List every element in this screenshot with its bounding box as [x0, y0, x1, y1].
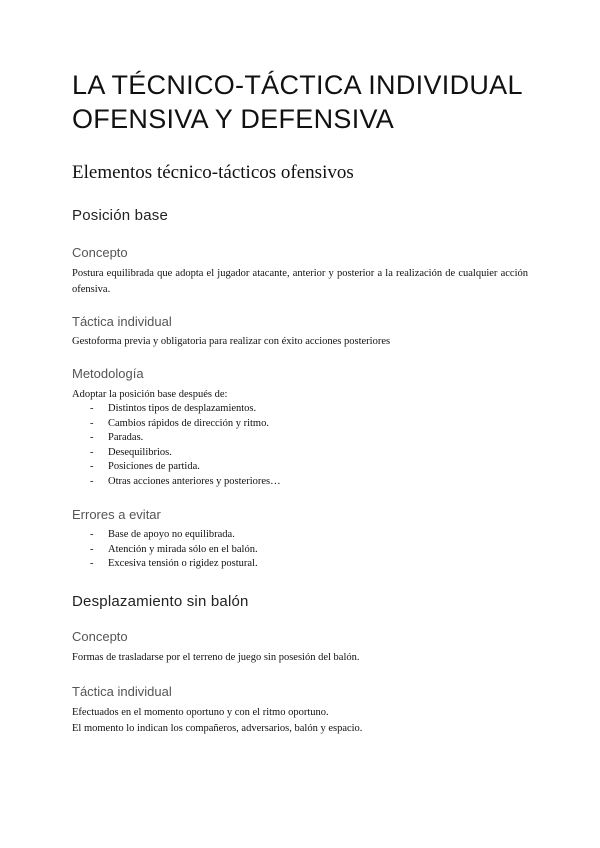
tactica-text-2 [72, 705, 528, 736]
list-item: - Excesiva tensión o rigidez postural. [72, 557, 258, 572]
tactica-line-1: Efectuados en el momento oportuno y con el ritmo oportuno. [72, 707, 329, 718]
subheading-tactica-individual-2: Táctica individual [72, 684, 172, 699]
tactica-text: Gestoforma previa y obligatoria para realizar con éxito acciones posteriores [72, 336, 391, 347]
tactica-line-2: El momento lo indican los compañeros, adversarios, balón y espacio. [72, 722, 363, 734]
subheading-errores-a-evitar: Errores a evitar [72, 507, 161, 522]
metodologia-intro: Adoptar la posición base después de: [72, 389, 228, 400]
section-heading: Elementos técnico-tácticos ofensivos [72, 162, 354, 183]
subheading-concepto: Concepto [72, 245, 128, 260]
list-item: - Atención y mirada sólo en el balón. [72, 543, 258, 558]
concepto-text-2: Formas de trasladarse por el terreno de juego sin posesión del balón. [72, 652, 360, 663]
list-item: - Posiciones de partida. [72, 460, 281, 475]
subheading-concepto-2: Concepto [72, 629, 128, 644]
topic-heading-posicion-base: Posición base [72, 207, 168, 224]
list-item: - Base de apoyo no equilibrada. [72, 528, 258, 543]
list-item: - Paradas. [72, 431, 281, 446]
subheading-tactica-individual: Táctica individual [72, 314, 172, 329]
list-item: - Desequilibrios. [72, 446, 281, 461]
title-line-2: OFENSIVA Y DEFENSIVA [72, 104, 395, 134]
document-title [72, 68, 528, 136]
errores-list [72, 528, 258, 572]
subheading-metodologia: Metodología [72, 366, 144, 381]
list-item: - Cambios rápidos de dirección y ritmo. [72, 417, 281, 432]
metodologia-list [72, 402, 281, 490]
list-item: - Otras acciones anteriores y posteriores… [72, 475, 281, 490]
concepto-text: Postura equilibrada que adopta el jugador atacante, anterior y posterior a la realización de cualquier acción ofensiva. [72, 268, 528, 295]
title-line-1: LA TÉCNICO-TÁCTICA INDIVIDUAL [72, 70, 523, 100]
topic-heading-desplazamiento-sin-balon: Desplazamiento sin balón [72, 593, 249, 610]
list-item: - Distintos tipos de desplazamientos. [72, 402, 281, 417]
